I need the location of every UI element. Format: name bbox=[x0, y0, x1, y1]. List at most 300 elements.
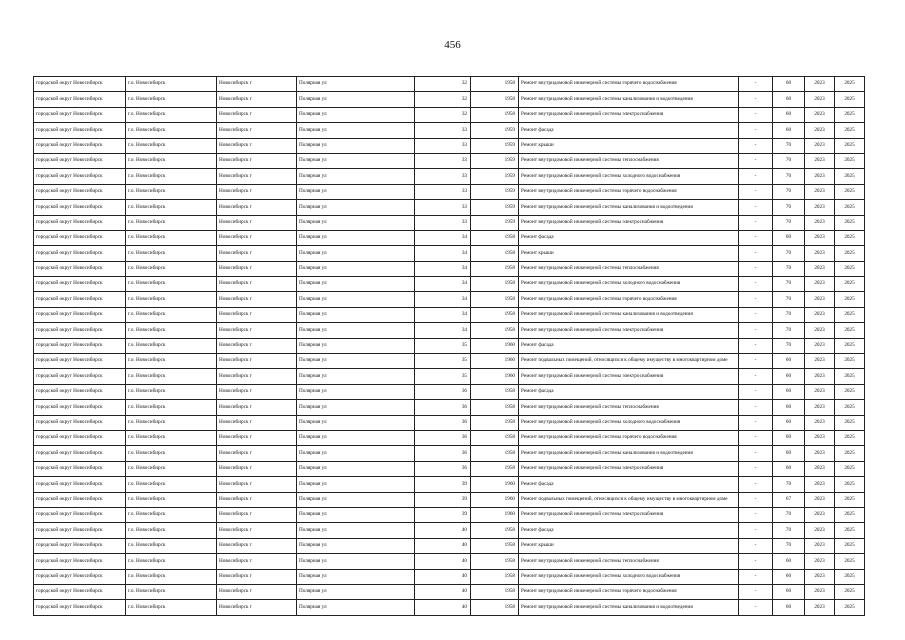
percent-cell: 60 bbox=[773, 446, 805, 461]
end-year-cell: 2025 bbox=[835, 584, 865, 599]
dash-cell: - bbox=[739, 153, 773, 168]
district-cell: г.о. Новосибирск bbox=[126, 492, 217, 507]
work-type-cell: Ремонт внутридомовой инженерной системы канализования и водоотведения bbox=[519, 600, 739, 615]
district-cell: г.о. Новосибирск bbox=[126, 277, 217, 292]
municipality-cell: городской округ Новосибирск bbox=[34, 523, 126, 538]
municipality-cell: городской округ Новосибирск bbox=[34, 569, 126, 584]
start-year-cell: 2023 bbox=[805, 461, 835, 476]
work-type-cell: Ремонт внутридомовой инженерной системы горячего водоснабжения bbox=[519, 584, 739, 599]
house-number-cell: 39 bbox=[415, 492, 471, 507]
house-number-cell: 36 bbox=[415, 384, 471, 399]
house-number-cell: 34 bbox=[415, 230, 471, 245]
work-type-cell: Ремонт внутридомовой инженерной системы теплоснабжения bbox=[519, 153, 739, 168]
dash-cell: - bbox=[739, 415, 773, 430]
municipality-cell: городской округ Новосибирск bbox=[34, 477, 126, 492]
street-cell: Полярная ул bbox=[297, 246, 415, 261]
start-year-cell: 2023 bbox=[805, 369, 835, 384]
end-year-cell: 2025 bbox=[835, 77, 865, 92]
municipality-cell: городской округ Новосибирск bbox=[34, 277, 126, 292]
city-cell: Новосибирск г bbox=[217, 92, 297, 107]
dash-cell: - bbox=[739, 184, 773, 199]
percent-cell: 60 bbox=[773, 384, 805, 399]
house-number-cell: 40 bbox=[415, 600, 471, 615]
work-type-cell: Ремонт внутридомовой инженерной системы холодного водоснабжения bbox=[519, 569, 739, 584]
percent-cell: 70 bbox=[773, 323, 805, 338]
municipality-cell: городской округ Новосибирск bbox=[34, 230, 126, 245]
build-year-cell: 1958 bbox=[471, 584, 519, 599]
district-cell: г.о. Новосибирск bbox=[126, 200, 217, 215]
city-cell: Новосибирск г bbox=[217, 307, 297, 322]
dash-cell: - bbox=[739, 138, 773, 153]
street-cell: Полярная ул bbox=[297, 261, 415, 276]
city-cell: Новосибирск г bbox=[217, 292, 297, 307]
municipality-cell: городской округ Новосибирск bbox=[34, 261, 126, 276]
work-type-cell: Ремонт внутридомовой инженерной системы электроснабжения bbox=[519, 461, 739, 476]
build-year-cell: 1959 bbox=[471, 153, 519, 168]
percent-cell: 60 bbox=[773, 400, 805, 415]
table-row bbox=[34, 338, 865, 353]
city-cell: Новосибирск г bbox=[217, 354, 297, 369]
city-cell: Новосибирск г bbox=[217, 430, 297, 445]
house-number-cell: 34 bbox=[415, 246, 471, 261]
municipality-cell: городской округ Новосибирск bbox=[34, 446, 126, 461]
district-cell: г.о. Новосибирск bbox=[126, 138, 217, 153]
start-year-cell: 2023 bbox=[805, 107, 835, 122]
percent-cell: 70 bbox=[773, 169, 805, 184]
municipality-cell: городской округ Новосибирск bbox=[34, 384, 126, 399]
district-cell: г.о. Новосибирск bbox=[126, 153, 217, 168]
start-year-cell: 2023 bbox=[805, 523, 835, 538]
house-number-cell: 33 bbox=[415, 169, 471, 184]
dash-cell: - bbox=[739, 600, 773, 615]
start-year-cell: 2023 bbox=[805, 277, 835, 292]
street-cell: Полярная ул bbox=[297, 307, 415, 322]
dash-cell: - bbox=[739, 554, 773, 569]
table-row bbox=[34, 569, 865, 584]
start-year-cell: 2023 bbox=[805, 292, 835, 307]
street-cell: Полярная ул bbox=[297, 292, 415, 307]
city-cell: Новосибирск г bbox=[217, 77, 297, 92]
start-year-cell: 2023 bbox=[805, 138, 835, 153]
build-year-cell: 1959 bbox=[471, 169, 519, 184]
end-year-cell: 2025 bbox=[835, 523, 865, 538]
dash-cell: - bbox=[739, 338, 773, 353]
build-year-cell: 1958 bbox=[471, 446, 519, 461]
build-year-cell: 1958 bbox=[471, 600, 519, 615]
street-cell: Полярная ул bbox=[297, 430, 415, 445]
page-number: 456 bbox=[444, 39, 461, 51]
dash-cell: - bbox=[739, 569, 773, 584]
start-year-cell: 2023 bbox=[805, 492, 835, 507]
work-type-cell: Ремонт фасада bbox=[519, 523, 739, 538]
end-year-cell: 2025 bbox=[835, 415, 865, 430]
work-type-cell: Ремонт внутридомовой инженерной системы холодного водоснабжения bbox=[519, 277, 739, 292]
end-year-cell: 2025 bbox=[835, 338, 865, 353]
table-row bbox=[34, 107, 865, 122]
percent-cell: 70 bbox=[773, 538, 805, 553]
end-year-cell: 2025 bbox=[835, 538, 865, 553]
city-cell: Новосибирск г bbox=[217, 584, 297, 599]
dash-cell: - bbox=[739, 507, 773, 522]
district-cell: г.о. Новосибирск bbox=[126, 169, 217, 184]
city-cell: Новосибирск г bbox=[217, 169, 297, 184]
municipality-cell: городской округ Новосибирск bbox=[34, 307, 126, 322]
start-year-cell: 2023 bbox=[805, 384, 835, 399]
street-cell: Полярная ул bbox=[297, 507, 415, 522]
work-type-cell: Ремонт фасада bbox=[519, 230, 739, 245]
percent-cell: 70 bbox=[773, 200, 805, 215]
house-number-cell: 32 bbox=[415, 92, 471, 107]
district-cell: г.о. Новосибирск bbox=[126, 430, 217, 445]
start-year-cell: 2023 bbox=[805, 354, 835, 369]
house-number-cell: 35 bbox=[415, 354, 471, 369]
build-year-cell: 1958 bbox=[471, 430, 519, 445]
municipality-cell: городской округ Новосибирск bbox=[34, 169, 126, 184]
district-cell: г.о. Новосибирск bbox=[126, 246, 217, 261]
dash-cell: - bbox=[739, 123, 773, 138]
percent-cell: 60 bbox=[773, 461, 805, 476]
district-cell: г.о. Новосибирск bbox=[126, 77, 217, 92]
build-year-cell: 1958 bbox=[471, 461, 519, 476]
district-cell: г.о. Новосибирск bbox=[126, 215, 217, 230]
build-year-cell: 1959 bbox=[471, 200, 519, 215]
start-year-cell: 2023 bbox=[805, 184, 835, 199]
street-cell: Полярная ул bbox=[297, 477, 415, 492]
street-cell: Полярная ул bbox=[297, 415, 415, 430]
street-cell: Полярная ул bbox=[297, 400, 415, 415]
work-type-cell: Ремонт подвальных помещений, относящихся к общему имуществу в многоквартирном доме bbox=[519, 354, 739, 369]
end-year-cell: 2025 bbox=[835, 430, 865, 445]
build-year-cell: 1958 bbox=[471, 230, 519, 245]
table-row bbox=[34, 261, 865, 276]
street-cell: Полярная ул bbox=[297, 354, 415, 369]
municipality-cell: городской округ Новосибирск bbox=[34, 354, 126, 369]
house-number-cell: 34 bbox=[415, 323, 471, 338]
district-cell: г.о. Новосибирск bbox=[126, 354, 217, 369]
table-row bbox=[34, 184, 865, 199]
build-year-cell: 1960 bbox=[471, 369, 519, 384]
city-cell: Новосибирск г bbox=[217, 184, 297, 199]
city-cell: Новосибирск г bbox=[217, 600, 297, 615]
house-number-cell: 35 bbox=[415, 369, 471, 384]
municipality-cell: городской округ Новосибирск bbox=[34, 600, 126, 615]
table-row bbox=[34, 492, 865, 507]
city-cell: Новосибирск г bbox=[217, 261, 297, 276]
street-cell: Полярная ул bbox=[297, 153, 415, 168]
street-cell: Полярная ул bbox=[297, 323, 415, 338]
build-year-cell: 1958 bbox=[471, 323, 519, 338]
percent-cell: 70 bbox=[773, 292, 805, 307]
build-year-cell: 1958 bbox=[471, 92, 519, 107]
municipality-cell: городской округ Новосибирск bbox=[34, 415, 126, 430]
table-row bbox=[34, 354, 865, 369]
street-cell: Полярная ул bbox=[297, 77, 415, 92]
house-number-cell: 34 bbox=[415, 277, 471, 292]
start-year-cell: 2023 bbox=[805, 430, 835, 445]
street-cell: Полярная ул bbox=[297, 338, 415, 353]
end-year-cell: 2025 bbox=[835, 277, 865, 292]
house-number-cell: 33 bbox=[415, 200, 471, 215]
build-year-cell: 1960 bbox=[471, 507, 519, 522]
municipality-cell: городской округ Новосибирск bbox=[34, 323, 126, 338]
house-number-cell: 32 bbox=[415, 77, 471, 92]
dash-cell: - bbox=[739, 277, 773, 292]
end-year-cell: 2025 bbox=[835, 215, 865, 230]
district-cell: г.о. Новосибирск bbox=[126, 569, 217, 584]
city-cell: Новосибирск г bbox=[217, 323, 297, 338]
start-year-cell: 2023 bbox=[805, 230, 835, 245]
house-number-cell: 36 bbox=[415, 430, 471, 445]
end-year-cell: 2025 bbox=[835, 307, 865, 322]
percent-cell: 70 bbox=[773, 246, 805, 261]
table-row bbox=[34, 584, 865, 599]
build-year-cell: 1959 bbox=[471, 138, 519, 153]
city-cell: Новосибирск г bbox=[217, 338, 297, 353]
street-cell: Полярная ул bbox=[297, 123, 415, 138]
district-cell: г.о. Новосибирск bbox=[126, 307, 217, 322]
start-year-cell: 2023 bbox=[805, 538, 835, 553]
work-type-cell: Ремонт внутридомовой инженерной системы канализования и водоотведения bbox=[519, 92, 739, 107]
district-cell: г.о. Новосибирск bbox=[126, 538, 217, 553]
percent-cell: 60 bbox=[773, 430, 805, 445]
street-cell: Полярная ул bbox=[297, 384, 415, 399]
street-cell: Полярная ул bbox=[297, 184, 415, 199]
end-year-cell: 2025 bbox=[835, 230, 865, 245]
end-year-cell: 2025 bbox=[835, 292, 865, 307]
municipality-cell: городской округ Новосибирск bbox=[34, 538, 126, 553]
dash-cell: - bbox=[739, 200, 773, 215]
end-year-cell: 2025 bbox=[835, 323, 865, 338]
house-number-cell: 40 bbox=[415, 584, 471, 599]
district-cell: г.о. Новосибирск bbox=[126, 292, 217, 307]
dash-cell: - bbox=[739, 92, 773, 107]
start-year-cell: 2023 bbox=[805, 307, 835, 322]
table-row bbox=[34, 600, 865, 615]
percent-cell: 70 bbox=[773, 277, 805, 292]
table-row bbox=[34, 323, 865, 338]
build-year-cell: 1958 bbox=[471, 107, 519, 122]
house-number-cell: 40 bbox=[415, 523, 471, 538]
work-type-cell: Ремонт внутридомовой инженерной системы электроснабжения bbox=[519, 507, 739, 522]
percent-cell: 67 bbox=[773, 492, 805, 507]
municipality-cell: городской округ Новосибирск bbox=[34, 584, 126, 599]
build-year-cell: 1958 bbox=[471, 77, 519, 92]
work-type-cell: Ремонт внутридомовой инженерной системы теплоснабжения bbox=[519, 554, 739, 569]
table-row bbox=[34, 430, 865, 445]
city-cell: Новосибирск г bbox=[217, 415, 297, 430]
municipality-cell: городской округ Новосибирск bbox=[34, 292, 126, 307]
end-year-cell: 2025 bbox=[835, 261, 865, 276]
end-year-cell: 2025 bbox=[835, 477, 865, 492]
work-type-cell: Ремонт крыши bbox=[519, 138, 739, 153]
street-cell: Полярная ул bbox=[297, 369, 415, 384]
city-cell: Новосибирск г bbox=[217, 123, 297, 138]
district-cell: г.о. Новосибирск bbox=[126, 554, 217, 569]
city-cell: Новосибирск г bbox=[217, 507, 297, 522]
dash-cell: - bbox=[739, 215, 773, 230]
capital-repair-table bbox=[33, 76, 865, 616]
percent-cell: 60 bbox=[773, 123, 805, 138]
start-year-cell: 2023 bbox=[805, 215, 835, 230]
end-year-cell: 2025 bbox=[835, 492, 865, 507]
start-year-cell: 2023 bbox=[805, 77, 835, 92]
table-row bbox=[34, 507, 865, 522]
build-year-cell: 1958 bbox=[471, 523, 519, 538]
street-cell: Полярная ул bbox=[297, 538, 415, 553]
house-number-cell: 34 bbox=[415, 307, 471, 322]
municipality-cell: городской округ Новосибирск bbox=[34, 554, 126, 569]
city-cell: Новосибирск г bbox=[217, 230, 297, 245]
table-row bbox=[34, 415, 865, 430]
city-cell: Новосибирск г bbox=[217, 400, 297, 415]
house-number-cell: 33 bbox=[415, 123, 471, 138]
dash-cell: - bbox=[739, 400, 773, 415]
district-cell: г.о. Новосибирск bbox=[126, 523, 217, 538]
table-body bbox=[34, 77, 865, 616]
municipality-cell: городской округ Новосибирск bbox=[34, 246, 126, 261]
municipality-cell: городской округ Новосибирск bbox=[34, 153, 126, 168]
work-type-cell: Ремонт внутридомовой инженерной системы электроснабжения bbox=[519, 107, 739, 122]
table-row bbox=[34, 384, 865, 399]
build-year-cell: 1958 bbox=[471, 261, 519, 276]
start-year-cell: 2023 bbox=[805, 507, 835, 522]
work-type-cell: Ремонт подвальных помещений, относящихся к общему имуществу в многоквартирном доме bbox=[519, 492, 739, 507]
build-year-cell: 1958 bbox=[471, 292, 519, 307]
city-cell: Новосибирск г bbox=[217, 446, 297, 461]
table-row bbox=[34, 169, 865, 184]
build-year-cell: 1958 bbox=[471, 569, 519, 584]
work-type-cell: Ремонт внутридомовой инженерной системы канализования и водоотведения bbox=[519, 200, 739, 215]
percent-cell: 60 bbox=[773, 600, 805, 615]
table-row bbox=[34, 554, 865, 569]
table-row bbox=[34, 477, 865, 492]
table-row bbox=[34, 307, 865, 322]
start-year-cell: 2023 bbox=[805, 584, 835, 599]
dash-cell: - bbox=[739, 584, 773, 599]
build-year-cell: 1958 bbox=[471, 384, 519, 399]
city-cell: Новосибирск г bbox=[217, 200, 297, 215]
municipality-cell: городской округ Новосибирск bbox=[34, 77, 126, 92]
house-number-cell: 33 bbox=[415, 215, 471, 230]
municipality-cell: городской округ Новосибирск bbox=[34, 92, 126, 107]
work-type-cell: Ремонт фасада bbox=[519, 123, 739, 138]
percent-cell: 60 bbox=[773, 369, 805, 384]
municipality-cell: городской округ Новосибирск bbox=[34, 123, 126, 138]
house-number-cell: 40 bbox=[415, 554, 471, 569]
percent-cell: 70 bbox=[773, 507, 805, 522]
street-cell: Полярная ул bbox=[297, 554, 415, 569]
start-year-cell: 2023 bbox=[805, 200, 835, 215]
dash-cell: - bbox=[739, 523, 773, 538]
district-cell: г.о. Новосибирск bbox=[126, 92, 217, 107]
table-row bbox=[34, 292, 865, 307]
build-year-cell: 1958 bbox=[471, 277, 519, 292]
end-year-cell: 2025 bbox=[835, 507, 865, 522]
percent-cell: 60 bbox=[773, 107, 805, 122]
dash-cell: - bbox=[739, 446, 773, 461]
percent-cell: 70 bbox=[773, 261, 805, 276]
dash-cell: - bbox=[739, 323, 773, 338]
district-cell: г.о. Новосибирск bbox=[126, 477, 217, 492]
work-type-cell: Ремонт внутридомовой инженерной системы канализования и водоотведения bbox=[519, 446, 739, 461]
city-cell: Новосибирск г bbox=[217, 461, 297, 476]
table-row bbox=[34, 153, 865, 168]
house-number-cell: 36 bbox=[415, 415, 471, 430]
municipality-cell: городской округ Новосибирск bbox=[34, 138, 126, 153]
table-row bbox=[34, 77, 865, 92]
start-year-cell: 2023 bbox=[805, 169, 835, 184]
percent-cell: 70 bbox=[773, 338, 805, 353]
street-cell: Полярная ул bbox=[297, 523, 415, 538]
end-year-cell: 2025 bbox=[835, 246, 865, 261]
work-type-cell: Ремонт внутридомовой инженерной системы электроснабжения bbox=[519, 323, 739, 338]
table-row bbox=[34, 369, 865, 384]
house-number-cell: 40 bbox=[415, 538, 471, 553]
end-year-cell: 2025 bbox=[835, 354, 865, 369]
work-type-cell: Ремонт внутридомовой инженерной системы холодного водоснабжения bbox=[519, 415, 739, 430]
district-cell: г.о. Новосибирск bbox=[126, 323, 217, 338]
municipality-cell: городской округ Новосибирск bbox=[34, 200, 126, 215]
municipality-cell: городской округ Новосибирск bbox=[34, 507, 126, 522]
table-row bbox=[34, 446, 865, 461]
house-number-cell: 33 bbox=[415, 138, 471, 153]
municipality-cell: городской округ Новосибирск bbox=[34, 107, 126, 122]
street-cell: Полярная ул bbox=[297, 138, 415, 153]
dash-cell: - bbox=[739, 461, 773, 476]
street-cell: Полярная ул bbox=[297, 92, 415, 107]
dash-cell: - bbox=[739, 107, 773, 122]
district-cell: г.о. Новосибирск bbox=[126, 600, 217, 615]
build-year-cell: 1958 bbox=[471, 415, 519, 430]
start-year-cell: 2023 bbox=[805, 123, 835, 138]
house-number-cell: 34 bbox=[415, 261, 471, 276]
district-cell: г.о. Новосибирск bbox=[126, 230, 217, 245]
street-cell: Полярная ул bbox=[297, 492, 415, 507]
percent-cell: 60 bbox=[773, 584, 805, 599]
dash-cell: - bbox=[739, 430, 773, 445]
work-type-cell: Ремонт крыши bbox=[519, 246, 739, 261]
house-number-cell: 39 bbox=[415, 477, 471, 492]
house-number-cell: 39 bbox=[415, 507, 471, 522]
table-row bbox=[34, 138, 865, 153]
end-year-cell: 2025 bbox=[835, 123, 865, 138]
start-year-cell: 2023 bbox=[805, 477, 835, 492]
percent-cell: 60 bbox=[773, 554, 805, 569]
dash-cell: - bbox=[739, 230, 773, 245]
start-year-cell: 2023 bbox=[805, 338, 835, 353]
city-cell: Новосибирск г bbox=[217, 523, 297, 538]
work-type-cell: Ремонт внутридомовой инженерной системы горячего водоснабжения bbox=[519, 77, 739, 92]
percent-cell: 60 bbox=[773, 354, 805, 369]
build-year-cell: 1960 bbox=[471, 492, 519, 507]
district-cell: г.о. Новосибирск bbox=[126, 584, 217, 599]
street-cell: Полярная ул bbox=[297, 277, 415, 292]
house-number-cell: 36 bbox=[415, 446, 471, 461]
build-year-cell: 1960 bbox=[471, 338, 519, 353]
city-cell: Новосибирск г bbox=[217, 246, 297, 261]
table-row bbox=[34, 200, 865, 215]
start-year-cell: 2023 bbox=[805, 400, 835, 415]
house-number-cell: 33 bbox=[415, 153, 471, 168]
street-cell: Полярная ул bbox=[297, 215, 415, 230]
end-year-cell: 2025 bbox=[835, 446, 865, 461]
house-number-cell: 33 bbox=[415, 184, 471, 199]
house-number-cell: 36 bbox=[415, 400, 471, 415]
work-type-cell: Ремонт фасада bbox=[519, 338, 739, 353]
municipality-cell: городской округ Новосибирск bbox=[34, 492, 126, 507]
end-year-cell: 2025 bbox=[835, 600, 865, 615]
street-cell: Полярная ул bbox=[297, 461, 415, 476]
